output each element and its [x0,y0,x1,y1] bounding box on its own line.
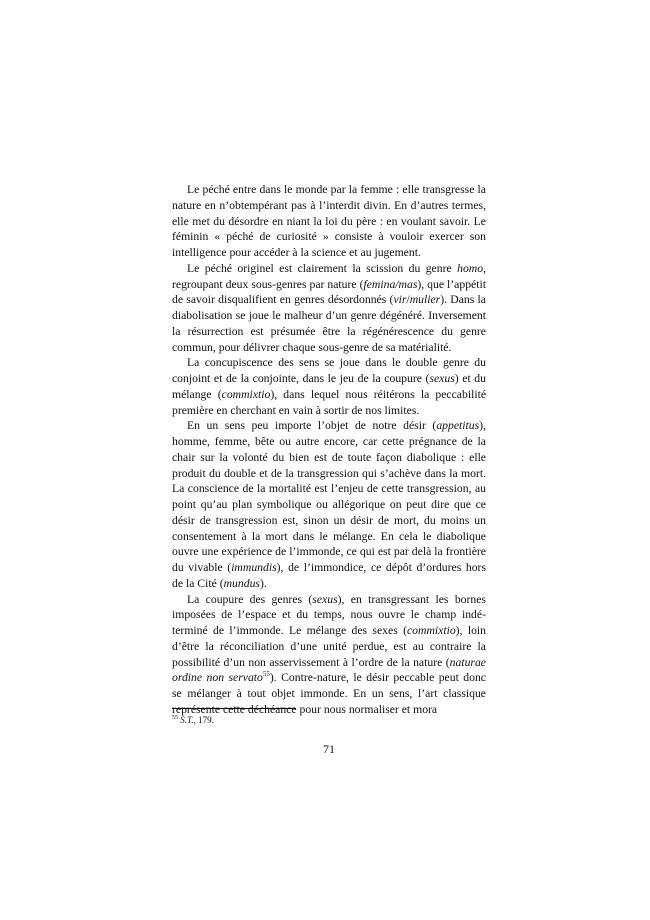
paragraph-5 [172,592,486,718]
text-run: Le péché originel est clairement la scission du genre [187,261,458,275]
text-run: ). Contre-nature, le désir peccable peut donc se mélanger à tout objet immonde. En un sens, l’art classique représente cette déchéance pour nous normaliser et mora [172,671,486,716]
italic-term: sexus [312,592,338,606]
text-run: En un sens peu importe l’objet de notre désir ( [187,419,437,433]
italic-term: commixtio [406,624,456,637]
paragraph-2 [172,261,486,356]
footnote-divider [172,708,296,709]
italic-term: homo [457,261,484,275]
italic-term: commixtio [221,387,271,401]
text-run: ), que l’appétit de savoir disqualifient en genres désordonnés ( [172,277,486,307]
text-run: Le péché entre dans le monde par la femme : elle transgresse la nature en n’obtempérant pas à l’interdit divin. En d’autres termes, elle met du désordre en niant la loi du père : en voulant savoir. Le féminin « péché de curiosité » consiste à vouloir exercer son intelligence pour accéder à la science et au jugement. [172,183,486,259]
italic-term: mulier [409,293,441,307]
footnote-source: S.T. [180,715,194,725]
italic-term: immundis [231,561,277,574]
text-run: La concupiscence des sens se joue dans le double genre du conjoint et de la conjointe, dans le jeu de la coupure ( [172,356,486,385]
text-run: ), dans lequel nous réitérons la peccabilité première en cherchant en vain à sortir de nos limites. [172,387,487,417]
italic-term: mundus [223,576,260,590]
italic-term: vir [393,293,407,307]
text-run: ), loin d’être la réconciliation d’une unité perdue, est au contraire la possibilité d’un non asservissement à l’ordre de la nature ( [172,624,487,669]
text-run: ), homme, femme, bête ou autre encore, car cette prégnance de la chair sur la volonté du bien est de toute façon diabolique : elle produit du double et de la transgression qui s’achève dans la mort. La conscience de la mortalité est l’enjeu de cette transgression, au point qu’au plan symbolique ou allégorique on peut dire que ce désir de transgression est, sinon un désir de mort, du moins un consentement à la mort dans le mélange. En cela le diabolique ouvre une expérience de l’immonde, ce qui est par delà la frontière du vivable ( [172,419,486,574]
text-run: / [406,293,410,307]
italic-term: appetitus [436,419,480,433]
paragraph-1 [172,182,486,261]
footnote-text: , 179. [193,715,214,725]
paragraph-3 [172,355,486,418]
footnote-number: 55 [172,715,178,721]
body-text [172,182,486,718]
italic-term: femina/mas [363,277,418,291]
text-run: La coupure des genres ( [187,592,313,606]
footnote-ref[interactable]: 55 [262,670,270,679]
footnote [172,714,486,726]
italic-term: sexus [429,372,455,385]
text-run: ). Dans la diabolisation se joue le malheur d’un genre dégénéré. Inversement la résurrection est présumée être la régénérescence du genre commun, pour délivrer chaque sous-genre de sa matérialité. [172,293,486,354]
page-number: 71 [323,742,335,756]
italic-term: naturae ordine non servato [172,655,486,685]
text-run: , regroupant deux sous-genres par nature ( [172,261,486,291]
text-run: ), de l’immondice, ce dépôt d’ordures hors de la Cité ( [172,561,486,590]
text-run: ) et du mélange ( [172,372,486,401]
paragraph-4 [172,418,486,591]
text-run: ), en transgressant les bornes imposées de l’espace et du temps, nous ouvre le champ indéterminé de l’immonde. Le mélange des sexes ( [172,592,486,637]
text-run: ). [259,576,267,590]
